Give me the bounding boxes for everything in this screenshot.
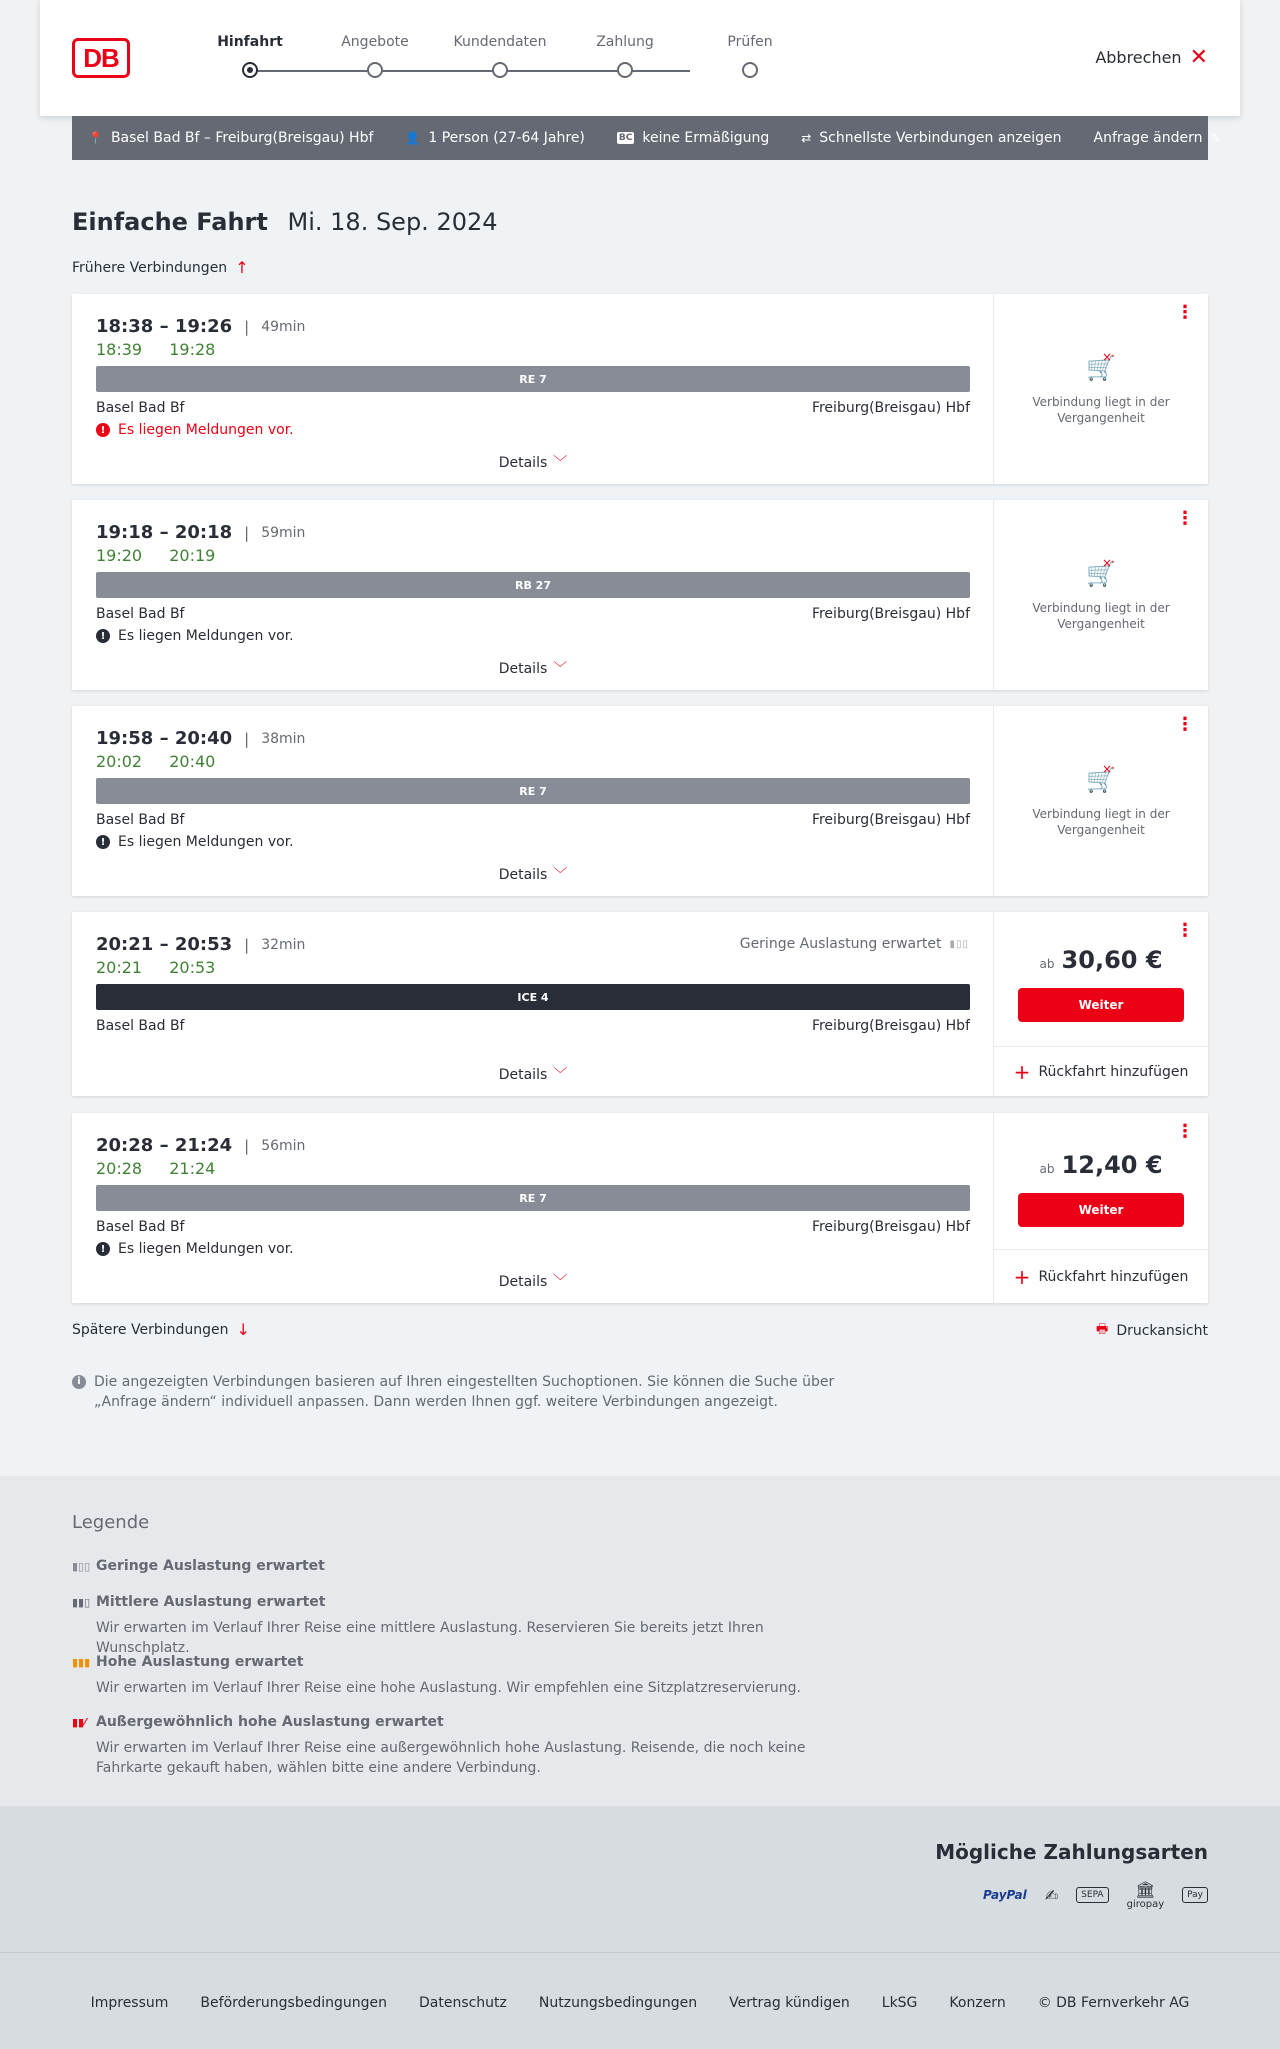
step-dot bbox=[742, 62, 758, 78]
disruption-message bbox=[96, 628, 294, 644]
bank-icon: 🏛 bbox=[1135, 1880, 1156, 1899]
step-label: Kundendaten bbox=[453, 34, 547, 50]
divider: | bbox=[244, 317, 250, 336]
divider: | bbox=[244, 1136, 250, 1155]
discount-text: keine Ermäßigung bbox=[642, 130, 770, 146]
extreme-occupancy-icon: ▮▮⁄ bbox=[72, 1715, 86, 1729]
train-segment[interactable]: RE 7 bbox=[96, 1185, 970, 1211]
info-icon: i bbox=[72, 1375, 86, 1389]
destination-station: Freiburg(Breisgau) Hbf bbox=[811, 1018, 970, 1034]
stations bbox=[96, 1219, 970, 1235]
planned-times bbox=[96, 934, 305, 955]
details-toggle[interactable] bbox=[72, 1271, 994, 1291]
duration: 49min bbox=[261, 318, 306, 335]
footer bbox=[0, 1952, 1280, 2049]
arrow-down-icon: ↓ bbox=[236, 1320, 250, 1339]
legend-title: Legende bbox=[72, 1512, 150, 1533]
realtime-arrival: 20:19 bbox=[169, 546, 216, 565]
step-angebote bbox=[325, 34, 425, 78]
connection-info bbox=[72, 500, 994, 690]
cart-unavailable-icon: 🛒 × bbox=[994, 354, 1208, 382]
message-text: Es liegen Meldungen vor. bbox=[118, 1241, 294, 1257]
divider: | bbox=[244, 729, 250, 748]
legend-item-high bbox=[72, 1654, 852, 1698]
connection-info bbox=[72, 912, 994, 1096]
legend-description: Wir erwarten im Verlauf Ihrer Reise eine außergewöhnlich hohe Auslastung. Reisende, die noch keine Fahrkarte gekauft haben, wählen bitte eine andere Verbindung. bbox=[96, 1740, 806, 1776]
train-segment[interactable]: RE 7 bbox=[96, 366, 970, 392]
legend-head bbox=[72, 1714, 852, 1730]
more-options-icon[interactable]: ⋮ bbox=[1176, 302, 1194, 323]
past-notice-text: Verbindung liegt in der Vergangenheit bbox=[1032, 601, 1170, 631]
duration: 32min bbox=[261, 936, 306, 953]
card-hand-icon: ✍ bbox=[1044, 1885, 1059, 1905]
footer-link-lksg[interactable]: LkSG bbox=[881, 1995, 918, 2011]
low-occupancy-icon: ▮▯▯ bbox=[72, 1559, 91, 1573]
paypal-label: PayPal bbox=[982, 1888, 1027, 1902]
alert-icon: ! bbox=[96, 629, 110, 643]
details-toggle[interactable] bbox=[72, 1064, 994, 1084]
price bbox=[994, 946, 1208, 974]
past-connection-notice bbox=[994, 560, 1208, 632]
earlier-connections-link[interactable] bbox=[72, 258, 249, 277]
chevron-down-icon: ﹀ bbox=[553, 455, 568, 471]
print-label: Druckansicht bbox=[1116, 1323, 1208, 1339]
past-notice-text: Verbindung liegt in der Vergangenheit bbox=[1032, 807, 1170, 837]
price-prefix: ab bbox=[1039, 1162, 1055, 1176]
destination-station: Freiburg(Breisgau) Hbf bbox=[811, 400, 970, 416]
continue-button[interactable]: Weiter bbox=[1018, 1193, 1184, 1227]
offer-panel bbox=[994, 500, 1208, 690]
step-label: Prüfen bbox=[727, 34, 773, 50]
message-text: Es liegen Meldungen vor. bbox=[118, 422, 294, 438]
duration: 59min bbox=[261, 524, 306, 541]
stations bbox=[96, 606, 970, 622]
occupancy-text: Geringe Auslastung erwartet bbox=[739, 936, 942, 952]
details-toggle[interactable] bbox=[72, 864, 994, 884]
step-label: Hinfahrt bbox=[217, 34, 283, 50]
step-kundendaten bbox=[450, 34, 550, 78]
price-amount: 12,40 € bbox=[1061, 1151, 1163, 1179]
connection-info bbox=[72, 294, 994, 484]
arrow-up-icon: ↑ bbox=[235, 258, 249, 277]
pencil-icon: ✎ bbox=[1210, 131, 1221, 145]
details-label: Details bbox=[498, 455, 548, 471]
planned-time-range: 20:21 – 20:53 bbox=[96, 934, 233, 955]
printer-icon: 🖶 bbox=[1096, 1322, 1109, 1337]
step-dot bbox=[492, 62, 508, 78]
realtime-arrival: 19:28 bbox=[169, 340, 216, 359]
legend-item-low bbox=[72, 1558, 852, 1574]
disruption-message bbox=[96, 422, 294, 438]
summary-fastest bbox=[801, 130, 1061, 146]
giropay-icon bbox=[1127, 1880, 1165, 1910]
message-text: Es liegen Meldungen vor. bbox=[118, 628, 294, 644]
legend-head bbox=[72, 1594, 852, 1610]
giropay-label: giropay bbox=[1126, 1899, 1165, 1910]
plus-icon: + bbox=[1013, 1264, 1031, 1289]
connection-info bbox=[72, 1113, 994, 1303]
legend-head bbox=[72, 1654, 852, 1670]
footer-link-vertrag-kuendigen[interactable]: Vertrag kündigen bbox=[729, 1995, 850, 2011]
apple-pay-icon bbox=[1182, 1887, 1208, 1903]
details-toggle[interactable] bbox=[72, 452, 994, 472]
legend-description: Wir erwarten im Verlauf Ihrer Reise eine mittlere Auslastung. Reservieren Sie bereits jetzt Ihren Wunschplatz. bbox=[96, 1620, 764, 1656]
cancel-button[interactable] bbox=[1095, 44, 1208, 70]
planned-time-range: 20:28 – 21:24 bbox=[96, 1135, 233, 1156]
summary-discount bbox=[617, 130, 769, 146]
more-options-icon[interactable]: ⋮ bbox=[1176, 508, 1194, 529]
realtime-departure: 20:21 bbox=[96, 958, 143, 977]
change-request-button[interactable] bbox=[1094, 130, 1221, 146]
planned-time-range: 19:58 – 20:40 bbox=[96, 728, 233, 749]
destination-station: Freiburg(Breisgau) Hbf bbox=[811, 812, 970, 828]
info-text: Die angezeigten Verbindungen basieren auf Ihren eingestellten Suchoptionen. Sie können die Suche über „Anfrage ändern“ individuell anpassen. Dann werden Ihnen ggf. weitere Verbindungen angezeigt. bbox=[94, 1374, 835, 1410]
offer-panel bbox=[994, 912, 1208, 1096]
step-hinfahrt bbox=[200, 34, 300, 78]
message-text: Es liegen Meldungen vor. bbox=[118, 834, 294, 850]
details-label: Details bbox=[498, 867, 548, 883]
price-prefix: ab bbox=[1039, 957, 1055, 971]
payment-methods-section bbox=[0, 1806, 1280, 1952]
connection-card bbox=[72, 1113, 1208, 1303]
more-options-icon[interactable]: ⋮ bbox=[1176, 714, 1194, 735]
close-icon: ✕ bbox=[1189, 44, 1208, 70]
step-label: Zahlung bbox=[596, 34, 654, 50]
chevron-down-icon: ﹀ bbox=[553, 1274, 568, 1290]
train-segment[interactable]: ICE 4 bbox=[96, 984, 970, 1010]
step-pruefen bbox=[700, 34, 800, 78]
train-segment[interactable]: RE 7 bbox=[96, 778, 970, 804]
legend-head bbox=[72, 1558, 852, 1574]
bahncard-icon: BC bbox=[618, 133, 633, 143]
copyright: © DB Fernverkehr AG bbox=[1037, 1995, 1190, 2011]
origin-station: Basel Bad Bf bbox=[96, 400, 185, 416]
realtime-departure: 19:20 bbox=[96, 546, 143, 565]
step-dot bbox=[367, 62, 383, 78]
planned-times bbox=[96, 728, 305, 749]
legend-label: Mittlere Auslastung erwartet bbox=[96, 1594, 326, 1610]
step-label: Angebote bbox=[341, 34, 409, 50]
add-return-button[interactable] bbox=[994, 1249, 1208, 1303]
print-view-link[interactable] bbox=[1096, 1320, 1208, 1342]
connection-card bbox=[72, 706, 1208, 896]
duration: 56min bbox=[261, 1137, 306, 1154]
apple-pay-label: Pay bbox=[1187, 1890, 1203, 1900]
realtime-arrival: 20:40 bbox=[169, 752, 216, 771]
footer-link-befoerderungsbedingungen[interactable]: Beförderungsbedingungen bbox=[200, 1995, 387, 2011]
earlier-label: Frühere Verbindungen bbox=[72, 259, 228, 276]
realtime-arrival: 21:24 bbox=[169, 1159, 216, 1178]
stations bbox=[96, 400, 970, 416]
realtime-times bbox=[96, 958, 215, 977]
step-dot bbox=[617, 62, 633, 78]
chevron-down-icon: ﹀ bbox=[553, 1067, 568, 1083]
sepa-label: SEPA bbox=[1081, 1890, 1104, 1900]
planned-times bbox=[96, 522, 305, 543]
footer-link-impressum[interactable]: Impressum bbox=[90, 1995, 169, 2011]
cancel-label: Abbrechen bbox=[1095, 48, 1182, 67]
realtime-times bbox=[96, 546, 215, 565]
legend-label: Hohe Auslastung erwartet bbox=[96, 1654, 304, 1670]
alert-icon: ! bbox=[96, 835, 110, 849]
location-pin-icon: 📍 bbox=[88, 131, 103, 145]
alert-icon: ! bbox=[96, 1242, 110, 1256]
details-label: Details bbox=[498, 661, 548, 677]
past-notice-text: Verbindung liegt in der Vergangenheit bbox=[1032, 395, 1170, 425]
origin-station: Basel Bad Bf bbox=[96, 1219, 185, 1235]
offer-panel bbox=[994, 706, 1208, 896]
summary-travellers bbox=[405, 130, 585, 146]
destination-station: Freiburg(Breisgau) Hbf bbox=[811, 1219, 970, 1235]
realtime-times bbox=[96, 1159, 215, 1178]
realtime-arrival: 20:53 bbox=[169, 958, 216, 977]
realtime-times bbox=[96, 340, 215, 359]
disruption-message bbox=[96, 1241, 294, 1257]
add-return-button[interactable] bbox=[994, 1046, 1208, 1096]
occupancy-indicator bbox=[740, 936, 969, 952]
low-occupancy-icon: ▮▯▯ bbox=[949, 938, 969, 950]
person-icon: 👤 bbox=[405, 131, 421, 145]
offer-panel bbox=[994, 1113, 1208, 1303]
train-segment[interactable]: RB 27 bbox=[96, 572, 970, 598]
payment-icons bbox=[983, 1880, 1208, 1910]
credit-card-icon bbox=[1045, 1886, 1058, 1905]
origin-station: Basel Bad Bf bbox=[96, 1018, 185, 1034]
offer-panel bbox=[994, 294, 1208, 484]
cart-unavailable-icon: 🛒 × bbox=[994, 560, 1208, 588]
legend-label: Geringe Auslastung erwartet bbox=[96, 1558, 325, 1574]
chevron-down-icon: ﹀ bbox=[553, 867, 568, 883]
booking-header bbox=[40, 0, 1240, 116]
change-request-label: Anfrage ändern bbox=[1093, 130, 1203, 146]
connection-card bbox=[72, 912, 1208, 1096]
legend-label: Außergewöhnlich hohe Auslastung erwartet bbox=[96, 1714, 444, 1730]
footer-links bbox=[0, 1995, 1280, 2011]
sepa-icon bbox=[1076, 1887, 1108, 1903]
price bbox=[994, 1151, 1208, 1179]
realtime-departure: 20:28 bbox=[96, 1159, 143, 1178]
divider: | bbox=[244, 523, 250, 542]
realtime-times bbox=[96, 752, 215, 771]
continue-button[interactable]: Weiter bbox=[1018, 988, 1184, 1022]
medium-occupancy-icon: ▮▮▯ bbox=[72, 1595, 91, 1609]
step-dot-active bbox=[242, 62, 258, 78]
connection-info bbox=[72, 706, 994, 896]
details-label: Details bbox=[498, 1274, 548, 1290]
page-title bbox=[72, 208, 498, 236]
summary-route bbox=[88, 130, 373, 146]
trip-type: Einfache Fahrt bbox=[72, 208, 268, 236]
search-summary-bar bbox=[72, 116, 1221, 160]
plus-icon: + bbox=[1013, 1059, 1031, 1084]
route-text: Basel Bad Bf – Freiburg(Breisgau) Hbf bbox=[110, 130, 374, 146]
connection-card bbox=[72, 294, 1208, 484]
disruption-message bbox=[96, 834, 294, 850]
past-connection-notice bbox=[994, 354, 1208, 426]
origin-station: Basel Bad Bf bbox=[96, 812, 185, 828]
more-options-icon[interactable]: ⋮ bbox=[1176, 920, 1194, 941]
planned-time-range: 18:38 – 19:26 bbox=[96, 316, 233, 337]
db-logo[interactable]: DB bbox=[72, 38, 130, 78]
cart-unavailable-icon: 🛒 × bbox=[994, 766, 1208, 794]
connection-card bbox=[72, 500, 1208, 690]
later-label: Spätere Verbindungen bbox=[72, 1321, 229, 1338]
paypal-icon bbox=[983, 1888, 1027, 1902]
payment-title: Mögliche Zahlungsarten bbox=[935, 1840, 1208, 1864]
progress-stepper bbox=[210, 34, 773, 84]
stations bbox=[96, 812, 970, 828]
fastest-text: Schnellste Verbindungen anzeigen bbox=[819, 130, 1062, 146]
later-connections-link[interactable] bbox=[72, 1320, 250, 1339]
footer-link-datenschutz[interactable]: Datenschutz bbox=[418, 1995, 507, 2011]
legend-item-medium bbox=[72, 1594, 852, 1658]
add-return-label: Rückfahrt hinzufügen bbox=[1038, 1268, 1189, 1285]
details-toggle[interactable] bbox=[72, 658, 994, 678]
alert-icon: ! bbox=[96, 423, 110, 437]
chevron-down-icon: ﹀ bbox=[553, 661, 568, 677]
high-occupancy-icon: ▮▮▮ bbox=[72, 1655, 91, 1669]
realtime-departure: 18:39 bbox=[96, 340, 143, 359]
planned-time-range: 19:18 – 20:18 bbox=[96, 522, 233, 543]
step-zahlung bbox=[575, 34, 675, 78]
more-options-icon[interactable]: ⋮ bbox=[1176, 1121, 1194, 1142]
details-label: Details bbox=[498, 1067, 548, 1083]
divider: | bbox=[244, 935, 250, 954]
planned-times bbox=[96, 1135, 305, 1156]
realtime-departure: 20:02 bbox=[96, 752, 143, 771]
duration: 38min bbox=[261, 730, 306, 747]
destination-station: Freiburg(Breisgau) Hbf bbox=[811, 606, 970, 622]
legend-item-extreme bbox=[72, 1714, 852, 1778]
footer-link-nutzungsbedingungen[interactable]: Nutzungsbedingungen bbox=[538, 1995, 698, 2011]
footer-link-konzern[interactable]: Konzern bbox=[949, 1995, 1006, 2011]
add-return-label: Rückfahrt hinzufügen bbox=[1038, 1063, 1189, 1080]
trip-date: Mi. 18. Sep. 2024 bbox=[287, 208, 498, 236]
price-amount: 30,60 € bbox=[1061, 946, 1163, 974]
legend-section bbox=[0, 1476, 1280, 1806]
legend-description: Wir erwarten im Verlauf Ihrer Reise eine hohe Auslastung. Wir empfehlen eine Sitzplatzreservierung. bbox=[96, 1680, 801, 1696]
stations bbox=[96, 1018, 970, 1034]
planned-times bbox=[96, 316, 305, 337]
travellers-text: 1 Person (27-64 Jahre) bbox=[428, 130, 585, 146]
origin-station: Basel Bad Bf bbox=[96, 606, 185, 622]
search-info-note bbox=[72, 1372, 852, 1412]
past-connection-notice bbox=[994, 766, 1208, 838]
swap-arrows-icon: ⇄ bbox=[801, 131, 812, 145]
